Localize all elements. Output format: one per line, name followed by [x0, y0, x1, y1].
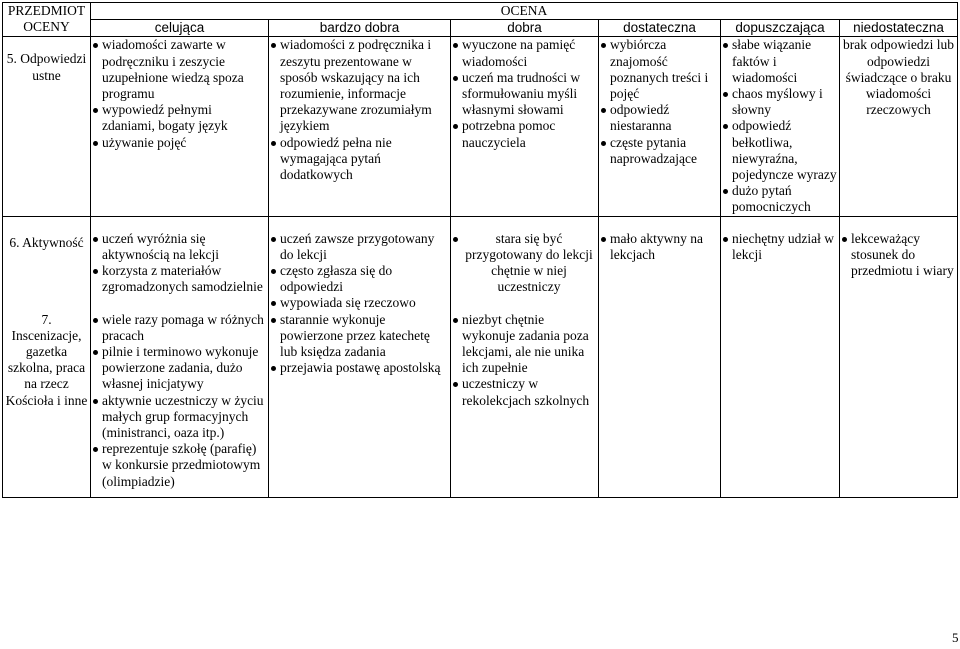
ocena-header: OCENA: [91, 3, 958, 20]
page-number: 5: [952, 630, 959, 645]
criteria-text: częste pytania naprowadzające: [610, 134, 697, 166]
criteria-text: odpowiedź pełna nie wymagająca pytań dodatkowych: [280, 134, 392, 183]
bullet-icon: [271, 301, 276, 306]
bullet-icon: [453, 43, 458, 48]
criteria-cell: [840, 312, 958, 498]
criteria-cell: [840, 216, 958, 312]
bullet-icon: [93, 447, 98, 452]
criteria-item: [453, 376, 596, 408]
criteria-list: [601, 231, 718, 263]
criteria-text: uczestniczy w rekolekcjach szkolnych: [462, 376, 590, 408]
bullet-icon: [93, 237, 98, 242]
criteria-cell: [599, 37, 721, 216]
criteria-text: stara się być przygotowany do lekcji chętnie w niej uczestniczy: [465, 230, 593, 295]
bullet-icon: [601, 43, 606, 48]
criteria-item: [271, 312, 448, 361]
bullet-icon: [271, 141, 276, 146]
bullet-icon: [842, 237, 847, 242]
criteria-item: [601, 231, 718, 263]
criteria-text: pilnie i terminowo wykonuje powierzone zadania, dużo własnej inicjatywy: [102, 344, 259, 392]
criteria-text: uczeń ma trudności w sformułowaniu myśli własnymi słowami: [462, 69, 581, 118]
bullet-icon: [93, 269, 98, 274]
bullet-icon: [601, 108, 606, 113]
criteria-item: [93, 393, 266, 442]
criteria-text: wiadomości z podręcznika i zeszytu prezentowane w sposób wskazujący na ich rozumienie, informacje przekazywane zrozumiałym językiem: [280, 37, 432, 134]
criteria-item: [723, 231, 837, 263]
criteria-item: [93, 231, 266, 263]
criteria-list: [93, 231, 266, 296]
bullet-icon: [453, 124, 458, 129]
criteria-text: potrzebna pomoc nauczyciela: [462, 118, 556, 150]
subject-header: PRZEDMIOT OCENY: [3, 3, 91, 37]
criteria-cell: [269, 37, 451, 216]
bullet-icon: [93, 108, 98, 113]
criteria-text: reprezentuje szkołę (parafię) w konkursie przedmiotowym (olimpiadzie): [102, 441, 261, 489]
bullet-icon: [723, 124, 728, 129]
criteria-text: korzysta z materiałów zgromadzonych samodzielnie: [102, 263, 263, 295]
bullet-icon: [93, 141, 98, 146]
bullet-icon: [453, 382, 458, 387]
criteria-item: [93, 312, 266, 344]
table-row: [3, 216, 958, 312]
criteria-text: niechętny udział w lekcji: [732, 230, 834, 262]
bullet-icon: [271, 237, 276, 242]
criteria-text: przejawia postawę apostolską: [280, 360, 441, 376]
criteria-item: [453, 231, 596, 296]
bullet-icon: [271, 366, 276, 371]
criteria-list: [601, 37, 718, 167]
bullet-icon: [601, 237, 606, 242]
bullet-icon: [271, 269, 276, 274]
criteria-list: [271, 37, 448, 183]
subject-cell: 5. Odpowiedzi ustne: [3, 37, 91, 216]
criteria-item: [453, 312, 596, 377]
criteria-item: [271, 37, 448, 134]
criteria-item: brak odpowiedzi lub odpowiedzi świadczące o braku wiadomości rzeczowych: [843, 37, 954, 118]
criteria-cell: [599, 216, 721, 312]
criteria-list: [723, 231, 837, 263]
criteria-item: [93, 263, 266, 295]
criteria-item: [453, 37, 596, 69]
bullet-icon: [723, 189, 728, 194]
criteria-item: [842, 231, 955, 280]
criteria-item: [271, 231, 448, 263]
criteria-text: wypowiada się rzeczowo: [280, 295, 416, 311]
criteria-cell: [721, 216, 840, 312]
table-row: [3, 37, 958, 216]
criteria-text: lekceważący stosunek do przedmiotu i wiary: [851, 230, 954, 279]
criteria-cell: [91, 216, 269, 312]
criteria-list: [271, 231, 448, 312]
criteria-text: często zgłasza się do odpowiedzi: [280, 263, 393, 295]
criteria-item: [601, 102, 718, 134]
criteria-item: [271, 360, 448, 376]
criteria-text: odpowiedź niestaranna: [610, 102, 672, 134]
criteria-cell: [451, 312, 599, 498]
criteria-text: słabe wiązanie faktów i wiadomości: [732, 37, 812, 85]
grade-header: dopuszczająca: [721, 20, 840, 37]
criteria-text: mało aktywny na lekcjach: [610, 230, 703, 262]
criteria-cell: [91, 37, 269, 216]
criteria-text: uczeń zawsze przygotowany do lekcji: [280, 230, 435, 262]
criteria-item: [601, 37, 718, 102]
grade-header: dobra: [451, 20, 599, 37]
criteria-text: chaos myślowy i słowny: [732, 86, 823, 118]
criteria-list: [93, 312, 266, 490]
criteria-item: [271, 263, 448, 295]
criteria-item: [93, 135, 266, 151]
bullet-icon: [723, 92, 728, 97]
criteria-text: aktywnie uczestniczy w życiu małych grup formacyjnych (ministranci, oaza itp.): [102, 392, 264, 441]
subject-cell: 7. Inscenizacje, gazetka szkolna, praca na rzecz Kościoła i inne: [3, 312, 91, 498]
criteria-cell: [451, 216, 599, 312]
bullet-icon: [601, 141, 606, 146]
criteria-item: [723, 118, 837, 183]
criteria-text: niezbyt chętnie wykonuje zadania poza lekcjami, ale nie unika ich zupełnie: [462, 311, 589, 376]
bullet-icon: [453, 318, 458, 323]
table-row: [3, 312, 958, 498]
criteria-cell: [91, 312, 269, 498]
criteria-list: [453, 231, 596, 296]
grade-header: celująca: [91, 20, 269, 37]
criteria-text: używanie pojęć: [102, 134, 187, 150]
criteria-item: [601, 135, 718, 167]
bullet-icon: [271, 43, 276, 48]
grade-header: niedostateczna: [840, 20, 958, 37]
criteria-text: wypowiedź pełnymi zdaniami, bogaty język: [102, 102, 228, 134]
grading-table: [2, 2, 958, 498]
criteria-item: [723, 37, 837, 86]
bullet-icon: [723, 237, 728, 242]
criteria-cell: [269, 312, 451, 498]
grade-header: dostateczna: [599, 20, 721, 37]
criteria-item: [93, 441, 266, 490]
criteria-text: uczeń wyróżnia się aktywnością na lekcji: [102, 230, 219, 262]
criteria-item: [723, 86, 837, 118]
criteria-item: [93, 37, 266, 102]
bullet-icon: [93, 43, 98, 48]
criteria-item: [271, 135, 448, 184]
criteria-item: [723, 183, 837, 215]
bullet-icon: [93, 399, 98, 404]
criteria-text: odpowiedź bełkotliwa, niewyraźna, pojedyncze wyrazy: [732, 118, 837, 183]
criteria-text: wiele razy pomaga w różnych pracach: [102, 311, 264, 343]
criteria-list: [93, 37, 266, 150]
criteria-text: wyuczone na pamięć wiadomości: [462, 37, 576, 69]
bullet-icon: [453, 237, 458, 242]
criteria-cell: [721, 312, 840, 498]
bullet-icon: [723, 43, 728, 48]
criteria-item: [271, 295, 448, 311]
criteria-list: [271, 312, 448, 377]
criteria-item: [93, 344, 266, 393]
criteria-cell: [451, 37, 599, 216]
criteria-item: [453, 70, 596, 119]
criteria-list: [842, 231, 955, 280]
criteria-cell: [599, 312, 721, 498]
criteria-cell: [840, 37, 958, 216]
criteria-text: wybiórcza znajomość poznanych treści i pojęć: [610, 37, 709, 102]
bullet-icon: [271, 318, 276, 323]
criteria-list: [453, 37, 596, 150]
criteria-text: starannie wykonuje powierzone przez katechetę lub księdza zadania: [280, 311, 430, 360]
criteria-list: [723, 37, 837, 215]
criteria-cell: [721, 37, 840, 216]
bullet-icon: [93, 350, 98, 355]
criteria-list: [453, 312, 596, 409]
criteria-item: [453, 118, 596, 150]
criteria-cell: [269, 216, 451, 312]
criteria-item: [93, 102, 266, 134]
subject-cell: 6. Aktywność: [3, 216, 91, 312]
criteria-text: dużo pytań pomocniczych: [732, 183, 811, 215]
bullet-icon: [453, 76, 458, 81]
grade-header: bardzo dobra: [269, 20, 451, 37]
bullet-icon: [93, 318, 98, 323]
criteria-text: wiadomości zawarte w podręczniku i zeszycie uzupełnione wiedzą spoza programu: [102, 37, 244, 102]
